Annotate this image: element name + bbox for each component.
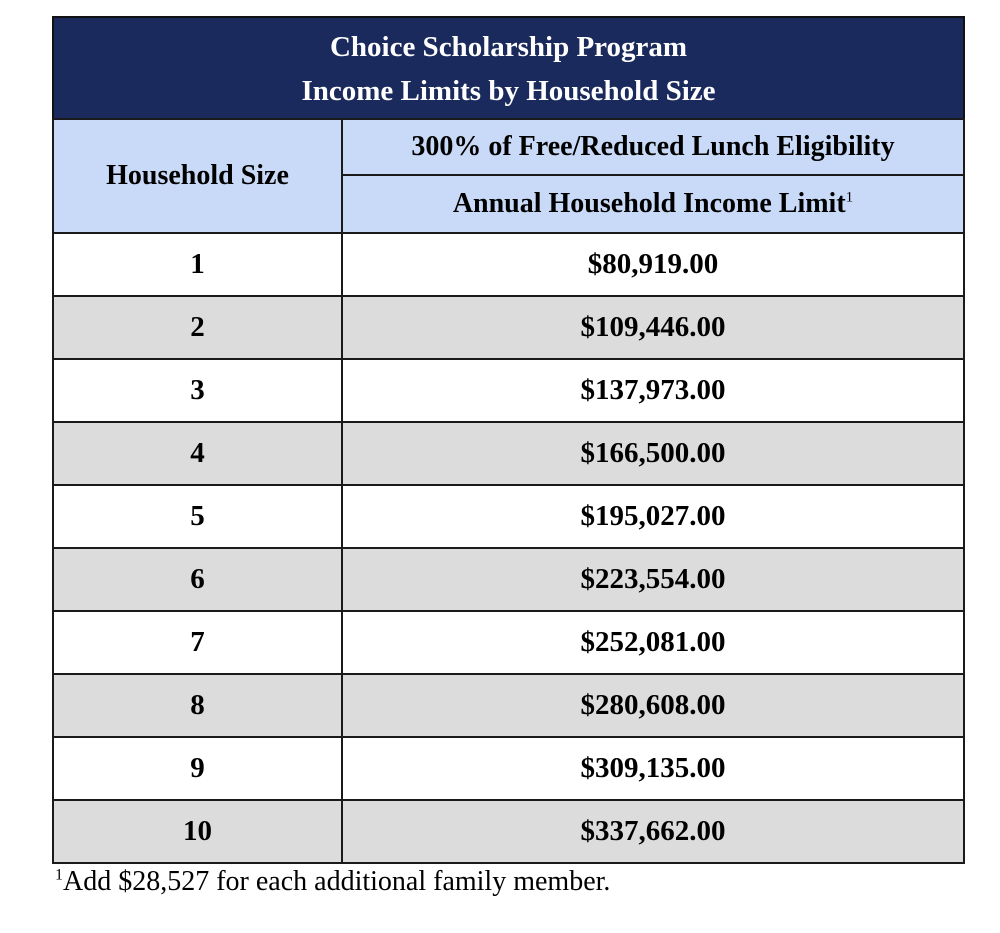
income-limit-cell: $109,446.00 xyxy=(342,296,964,359)
table-row xyxy=(53,485,964,548)
income-limit-cell: $223,554.00 xyxy=(342,548,964,611)
household-size-cell: 2 xyxy=(53,296,342,359)
income-limit-cell: $195,027.00 xyxy=(342,485,964,548)
title-line-1: Choice Scholarship Program xyxy=(329,31,688,63)
table-title xyxy=(52,16,965,118)
household-size-cell: 10 xyxy=(53,800,342,863)
household-size-cell: 7 xyxy=(53,611,342,674)
income-limit-cell: $280,608.00 xyxy=(342,674,964,737)
header-household-size: Household Size xyxy=(53,119,342,233)
income-limit-cell: $309,135.00 xyxy=(342,737,964,800)
household-size-cell: 4 xyxy=(53,422,342,485)
table-row xyxy=(53,422,964,485)
header-row-1 xyxy=(53,119,964,175)
income-limits-table xyxy=(52,16,965,864)
table-row xyxy=(53,800,964,863)
household-size-cell: 3 xyxy=(53,359,342,422)
table-row xyxy=(53,737,964,800)
title-line-2: Income Limits by Household Size xyxy=(301,75,716,107)
household-size-cell: 1 xyxy=(53,233,342,296)
table-row xyxy=(53,233,964,296)
income-table xyxy=(52,118,965,864)
footnote-number: 1 xyxy=(55,866,63,884)
header-income-limit xyxy=(342,175,964,233)
footnote-text: Add $28,527 for each additional family member. xyxy=(63,866,611,897)
table-row xyxy=(53,674,964,737)
footnote-marker: 1 xyxy=(845,189,854,206)
income-limit-cell: $337,662.00 xyxy=(342,800,964,863)
table-row xyxy=(53,611,964,674)
household-size-cell: 5 xyxy=(53,485,342,548)
household-size-cell: 9 xyxy=(53,737,342,800)
income-limit-cell: $166,500.00 xyxy=(342,422,964,485)
household-size-cell: 8 xyxy=(53,674,342,737)
income-limit-cell: $80,919.00 xyxy=(342,233,964,296)
table-body xyxy=(53,233,964,863)
table-row xyxy=(53,359,964,422)
header-income-limit-label: Annual Household Income Limit xyxy=(452,188,846,219)
income-limit-cell: $252,081.00 xyxy=(342,611,964,674)
household-size-cell: 6 xyxy=(53,548,342,611)
header-eligibility: 300% of Free/Reduced Lunch Eligibility xyxy=(342,119,964,175)
income-limit-cell: $137,973.00 xyxy=(342,359,964,422)
table-row xyxy=(53,296,964,359)
footnote xyxy=(55,866,610,898)
table-row xyxy=(53,548,964,611)
